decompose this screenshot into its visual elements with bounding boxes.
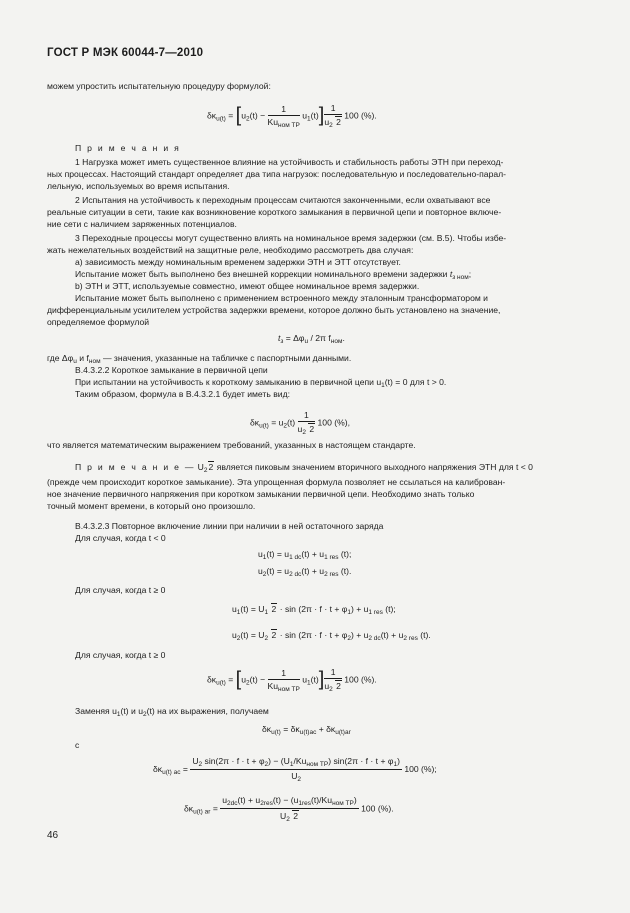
text-line: Испытание может быть выполнено без внешней коррекции номинального времени задержки $t_{з ном}$; xyxy=(75,269,472,281)
formula-2: $\delta\kappa_{u(t)} = u_2(t)$ $\frac{1}{u_2 2}$ 100 (%), xyxy=(250,410,350,436)
section-heading: В.4.3.2.2 Короткое замыкание в первичной цепи xyxy=(75,365,268,375)
text-line: Для случая, когда t ≥ 0 xyxy=(75,650,166,660)
text-line: точный момент времени, в который оно произошло. xyxy=(47,501,256,511)
text-line: (прежде чем происходит короткое замыкание). Эта упрощенная формула позволяет не ссылаться на калиброван- xyxy=(47,477,506,487)
text-line: 2 Испытания на устойчивость к переходным процессам считаются законченными, если охватывают все xyxy=(75,195,491,205)
text-line: Заменяя $u_1(t)$ и $u_2(t)$ на их выражения, получаем xyxy=(75,706,269,718)
text-line: лельную, используемых во время испытания. xyxy=(47,181,230,191)
text-line: дифференциальным усилителем устройства задержки времени, которое должно быть установлено на значение, xyxy=(47,305,501,315)
text-line: где $\Delta\varphi_u$ и $f_{ном}$ — значения, указанные на табличке с паспортными данными. xyxy=(47,353,352,365)
text-line: реальные ситуации в сети, такие как возникновение короткого замыкания в первичной цепи и повторное включе- xyxy=(47,207,502,217)
text-line: а) зависимость между номинальным временем задержки ЭТН и ЭТТ отсутствует. xyxy=(75,257,401,267)
formula-1: $\delta\kappa_{u(t)} = [u_2(t)$ − $\frac{1}{Ku_{ном ТР}}$ $u_1(t)$] $\frac{1}{u_2 2}$ 100 (%). xyxy=(207,103,377,129)
text-line: Для случая, когда t < 0 xyxy=(75,533,166,543)
note-line: П р и м е ч а н и е — $U_22$ является пиковым значением вторичного выходного напряжения ЭТН для t < 0 xyxy=(75,462,533,474)
formula-3: $\delta\kappa_{u(t)} = [u_2(t)$ − $\frac{1}{Ku_{ном ТР}}$ $u_1(t)$] $\frac{1}{u_2 2}$ 100 (%). xyxy=(207,667,377,693)
text-line: жать нежелательных воздействий на защитные реле, необходимо рассмотреть два случая: xyxy=(47,245,414,255)
text-line: ных процессах. Настоящий стандарт определяет два типа нагрузок: последовательную и последовательно-парал- xyxy=(47,169,506,179)
formula-delay: $t_з = \Delta\varphi_u / 2\pi$ $f_{ном}$. xyxy=(278,333,345,345)
text-line: Для случая, когда t ≥ 0 xyxy=(75,585,166,595)
formula-u2-ge0: $u_2(t) = U_2$ $2 \cdot \sin (2\pi \cdot f \cdot t + \varphi_2) + u_{2 dc}(t) + u_{2 res}$ (t). xyxy=(232,630,431,642)
text-line: 3 Переходные процессы могут существенно влиять на номинальное время задержки (см. В.5). Чтобы избе- xyxy=(75,233,507,243)
page-header: ГОСТ Р МЭК 60044-7—2010 xyxy=(47,47,204,59)
notes-title: П р и м е ч а н и я xyxy=(75,143,181,153)
text-line: ное значение первичного напряжения при коротком замыкании первичной цепи. Необходимо знать только xyxy=(47,489,475,499)
text-line: b) ЭТН и ЭТТ, используемые совместно, имеют общее номинальное время задержки. xyxy=(75,281,420,291)
formula-u1-ge0: $u_1(t) = U_1$ $2 \cdot \sin (2\pi \cdot f \cdot t + \varphi_1) + u_{1 res}$ (t); xyxy=(232,604,396,616)
page-number: 46 xyxy=(47,830,59,841)
text-line: Испытание может быть выполнено с применением встроенного между эталонным трансформатором и xyxy=(75,293,488,303)
text-line: определяемое формулой xyxy=(47,317,150,327)
formula-sum: $\delta\kappa_{u(t)} = \delta\kappa_{u(t)ac} + \delta\kappa_{u(t)ar}$ xyxy=(262,724,351,736)
text-line: что является математическим выражением требований, указанных в настоящем стандарте. xyxy=(47,440,416,450)
formula-u1-lt0: $u_1(t) = u_{1 dc}(t) + u_{1 res}$ (t); xyxy=(258,549,352,561)
text-line: Таким образом, формула в В.4.3.2.1 будет иметь вид: xyxy=(75,389,290,399)
text-line: 1 Нагрузка может иметь существенное влияние на устойчивость и стабильность работы ЭТН при переход- xyxy=(75,157,504,167)
text-line: При испытании на устойчивость к короткому замыканию в первичной цепи $u_1(t) = 0$ для t > 0. xyxy=(75,377,447,389)
formula-ar: $\delta\kappa_{u(t) ar}$ = $\frac{u_{2dc}(t) + u_{2res}(t) - (u_{1res}(t)/Ku_{ном ТР})}{U_2 2}$ 100 (%). xyxy=(184,795,394,823)
formula-ac: $\delta\kappa_{u(t) ac}$ = $\frac{U_2 \sin(2\pi \cdot f \cdot t + \varphi_2) - (U_1/Ku_{ном ТР}) \sin(2\pi \cdot f \cdot t + \varphi_1)}{U_2}$ 100 (%); xyxy=(153,756,437,783)
text-line: ние сети с наличием заряженных потенциалов. xyxy=(47,219,237,229)
section-heading: В.4.3.2.3 Повторное включение линии при наличии в ней остаточного заряда xyxy=(75,521,384,531)
text-line: можем упростить испытательную процедуру формулой: xyxy=(47,81,271,91)
text-line: с xyxy=(75,740,80,750)
formula-u2-lt0: $u_2(t) = u_{2 dc}(t) + u_{2 res}$ (t). xyxy=(258,566,352,578)
